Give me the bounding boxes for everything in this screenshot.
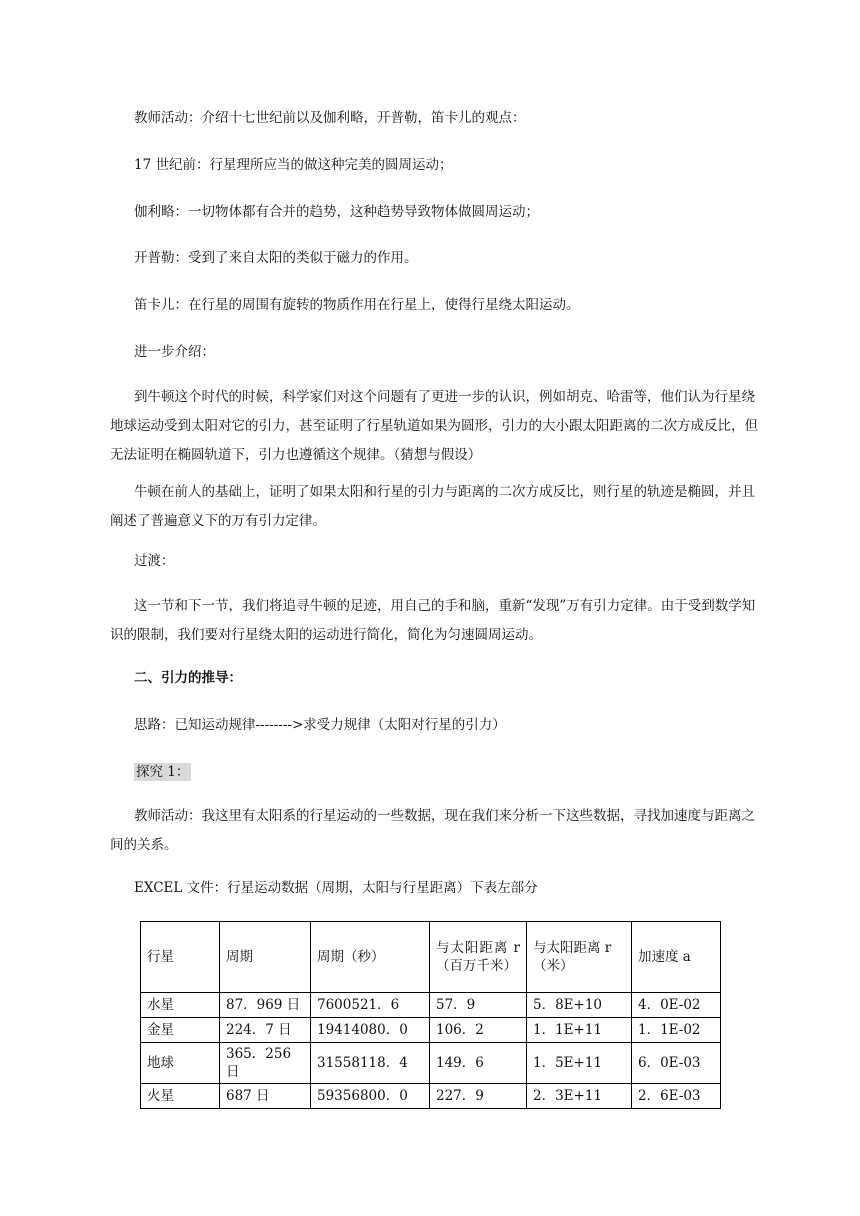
table-cell: 106．2 (430, 1018, 527, 1043)
table-cell: 7600521．6 (311, 993, 430, 1018)
table-cell: 224．7 日 (220, 1018, 311, 1043)
section-heading: 二、引力的推导： (134, 670, 242, 686)
table-cell: 2．3E+11 (527, 1084, 632, 1109)
header-cell-acceleration: 加速度 a (632, 922, 721, 993)
pre-17th-century-line: 17 世纪前：行星理所应当的做这种完美的圆周运动； (134, 157, 453, 173)
transition-line: 过渡： (134, 553, 175, 569)
header-cell-period-seconds: 周期（秒） (311, 922, 430, 993)
approach-line: 思路：已知运动规律-------->求受力规律（太阳对行星的引力） (134, 717, 506, 733)
table-cell: 6．0E-03 (632, 1043, 721, 1084)
table-cell: 687 日 (220, 1084, 311, 1109)
further-intro-line: 进一步介绍： (134, 344, 215, 360)
table-cell: 57．9 (430, 993, 527, 1018)
teacher-activity-line: 教师活动：介绍十七世纪前以及伽利略，开普勒，笛卡儿的观点： (134, 110, 526, 126)
table-row (141, 1084, 721, 1109)
table-cell: 365．256 日 (220, 1043, 311, 1084)
table-cell: 4．0E-02 (632, 993, 721, 1018)
table-cell: 149．6 (430, 1043, 527, 1084)
header-cell-distance-mkm: 与太阳距离 r（百万千米） (430, 922, 527, 993)
table-row (141, 1018, 721, 1043)
table-cell: 1．1E+11 (527, 1018, 632, 1043)
teacher-data-paragraph: 教师活动：我这里有太阳系的行星运动的一些数据，现在我们来分析一下这些数据，寻找加速度与距离之间的关系。 (110, 808, 755, 853)
newton-era-paragraph: 到牛顿这个时代的时候，科学家们对这个问题有了更进一步的认识，例如胡克、哈雷等，他们认为行星绕地球运动受到太阳对它的引力，甚至证明了行星轨道如果为圆形，引力的大小跟太阳距离的二次方成反比，但无法证明在椭圆轨道下，引力也遵循这个规律。（猜想与假设） (110, 389, 758, 463)
newton-paragraph: 牛顿在前人的基础上，证明了如果太阳和行星的引力与距离的二次方成反比，则行星的轨迹是椭圆，并且阐述了普遍意义下的万有引力定律。 (110, 484, 755, 529)
transition-paragraph: 这一节和下一节，我们将追寻牛顿的足迹，用自己的手和脑，重新“发现”万有引力定律。由于受到数学知识的限制，我们要对行星绕太阳的运动进行简化，简化为匀速圆周运动。 (110, 598, 756, 643)
table-cell: 1．5E+11 (527, 1043, 632, 1084)
table-row (141, 993, 721, 1018)
planet-data-table (140, 921, 721, 1109)
table-cell: 金星 (141, 1018, 220, 1043)
excel-file-line: EXCEL 文件：行星运动数据（周期，太阳与行星距离）下表左部分 (134, 880, 538, 896)
explore-highlight: 探究 1： (136, 764, 190, 780)
header-cell-distance-m: 与太阳距离 r（米） (527, 922, 632, 993)
table-cell: 227．9 (430, 1084, 527, 1109)
explore-label (134, 762, 191, 782)
table-cell: 19414080．0 (311, 1018, 430, 1043)
table-cell: 火星 (141, 1084, 220, 1109)
table-cell: 87．969 日 (220, 993, 311, 1018)
table-header-row (141, 922, 721, 993)
table-cell: 2．6E-03 (632, 1084, 721, 1109)
kepler-line: 开普勒：受到了来自太阳的类似于磁力的作用。 (134, 250, 418, 266)
galileo-line: 伽利略：一切物体都有合并的趋势，这种趋势导致物体做圆周运动； (134, 204, 539, 220)
table-cell: 水星 (141, 993, 220, 1018)
table-cell: 1．1E-02 (632, 1018, 721, 1043)
header-cell-planet: 行星 (141, 922, 220, 993)
table-cell: 59356800．0 (311, 1084, 430, 1109)
table-cell: 31558118．4 (311, 1043, 430, 1084)
table-cell: 地球 (141, 1043, 220, 1084)
table-row (141, 1043, 721, 1084)
descartes-line: 笛卡儿：在行星的周围有旋转的物质作用在行星上，使得行星绕太阳运动。 (134, 297, 580, 313)
header-cell-period: 周期 (220, 922, 311, 993)
table-cell: 5．8E+10 (527, 993, 632, 1018)
